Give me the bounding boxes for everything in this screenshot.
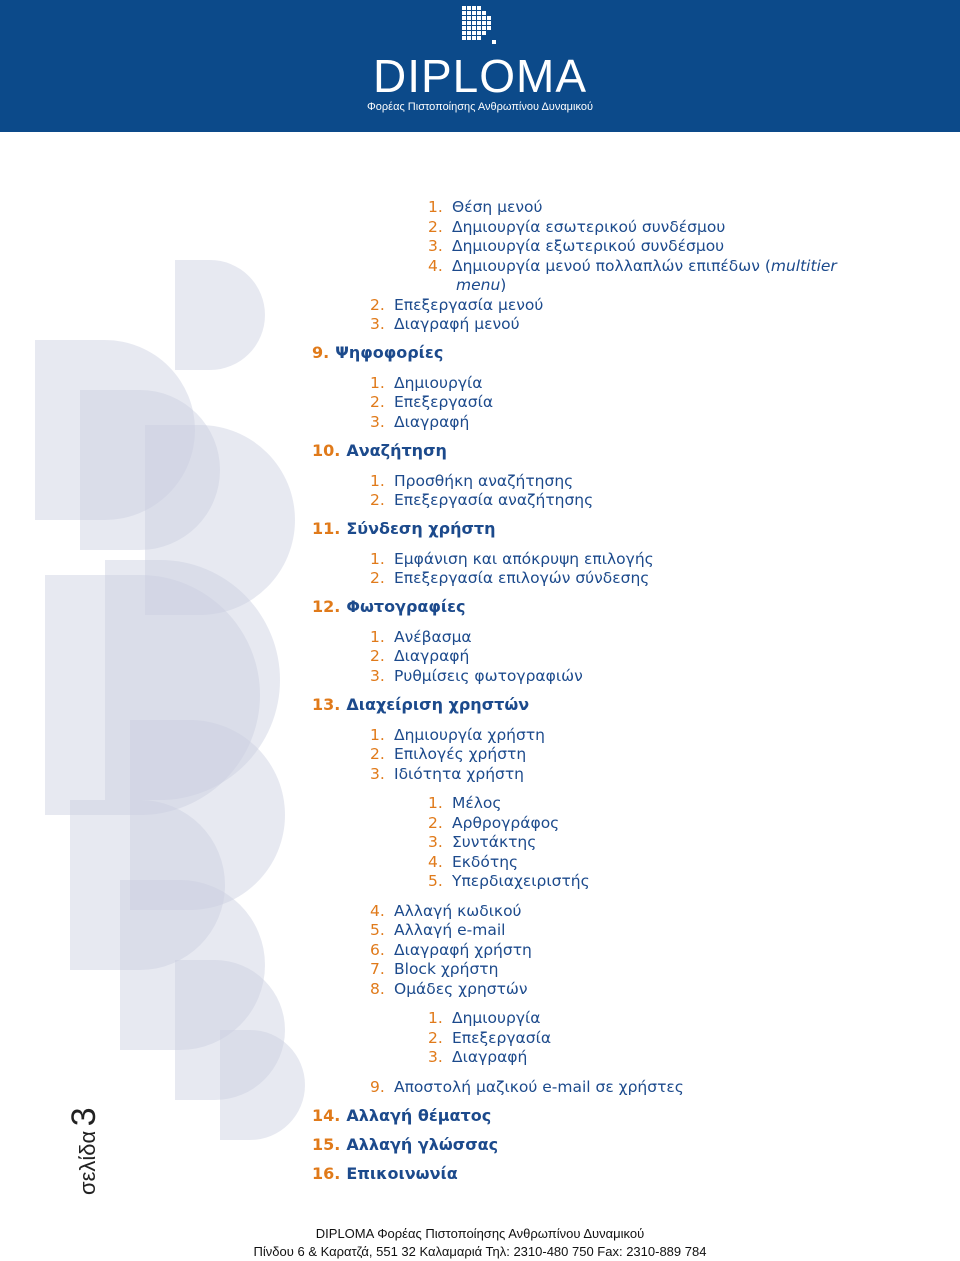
footer-organization: DIPLOMA Φορέας Πιστοποίησης Ανθρωπίνου Δυναμικού <box>315 1226 645 1241</box>
item-text: Εκδότης <box>452 853 519 871</box>
list-item <box>370 549 654 569</box>
section-heading <box>312 1135 498 1155</box>
section-heading <box>312 695 529 715</box>
list-item <box>428 1028 551 1048</box>
item-text: Block χρήστη <box>394 960 499 978</box>
item-text: Προσθήκη αναζήτησης <box>394 472 574 490</box>
item-number: 2. <box>370 491 385 509</box>
brand-subtitle: Φορέας Πιστοποίησης Ανθρωπίνου Δυναμικού <box>367 101 593 113</box>
list-item <box>428 197 543 217</box>
item-text: Συντάκτης <box>452 833 537 851</box>
item-text: Αποστολή μαζικού e-mail σε χρήστες <box>394 1078 684 1096</box>
item-text: Ανέβασμα <box>394 628 472 646</box>
list-item <box>428 832 536 852</box>
item-text: Διαγραφή <box>394 413 470 431</box>
page-number: 3 <box>65 1107 103 1127</box>
list-item <box>370 979 528 999</box>
list-item <box>428 236 724 256</box>
section-number: 14. <box>312 1106 341 1125</box>
item-number: 4. <box>428 853 443 871</box>
item-number: 1. <box>428 794 443 812</box>
item-number: 2. <box>428 814 443 832</box>
item-number: 1. <box>428 1009 443 1027</box>
item-text: Δημιουργία εσωτερικού συνδέσμου <box>452 218 726 236</box>
item-text: Ομάδες χρηστών <box>394 980 528 998</box>
item-number: 9. <box>370 1078 385 1096</box>
section-number: 13. <box>312 695 341 714</box>
item-number: 2. <box>370 745 385 763</box>
list-item <box>370 627 472 647</box>
section-title: Επικοινωνία <box>346 1164 458 1183</box>
list-item <box>370 1077 684 1097</box>
item-text: Διαγραφή <box>452 1048 528 1066</box>
section-number: 10. <box>312 441 341 460</box>
item-text: Εμφάνιση και απόκρυψη επιλογής <box>394 550 654 568</box>
list-item <box>370 920 505 940</box>
diploma-logo-icon <box>462 6 498 46</box>
item-number: 3. <box>428 833 443 851</box>
list-item <box>428 1008 540 1028</box>
item-number: 3. <box>370 765 385 783</box>
list-item <box>428 793 502 813</box>
item-text: Αλλαγή e-mail <box>394 921 506 939</box>
item-text: Αλλαγή κωδικού <box>394 902 522 920</box>
section-heading <box>312 519 496 539</box>
item-text: Διαγραφή μενού <box>394 315 520 333</box>
list-item <box>370 568 649 588</box>
list-item <box>370 295 543 315</box>
item-text: Επεξεργασία αναζήτησης <box>394 491 594 509</box>
item-number: 7. <box>370 960 385 978</box>
item-text: Επεξεργασία επιλογών σύνδεσης <box>394 569 650 587</box>
section-title: Διαχείριση χρηστών <box>346 695 530 714</box>
list-item <box>370 666 583 686</box>
page-word: σελίδα <box>75 1130 100 1195</box>
list-item <box>370 744 526 764</box>
list-item-continuation <box>456 275 506 295</box>
section-title: Σύνδεση χρήστη <box>346 519 496 538</box>
item-text: Θέση μενού <box>452 198 543 216</box>
list-item <box>370 392 493 412</box>
item-number: 3. <box>370 413 385 431</box>
section-title: Αλλαγή γλώσσας <box>346 1135 499 1154</box>
item-text: Διαγραφή χρήστη <box>394 941 532 959</box>
item-number: 4. <box>428 257 443 275</box>
item-number: 3. <box>428 237 443 255</box>
item-text: Επιλογές χρήστη <box>394 745 527 763</box>
section-number: 16. <box>312 1164 341 1183</box>
list-item <box>428 256 837 276</box>
list-item <box>370 764 524 784</box>
list-item <box>370 412 469 432</box>
item-number: 5. <box>428 872 443 890</box>
item-number: 1. <box>370 472 385 490</box>
item-text: Επεξεργασία μενού <box>394 296 544 314</box>
item-text: Ρυθμίσεις φωτογραφιών <box>394 667 583 685</box>
item-text: Επεξεργασία <box>394 393 494 411</box>
item-number: 3. <box>428 1048 443 1066</box>
list-item <box>370 373 482 393</box>
item-text: Δημιουργία μενού πολλαπλών επιπέδων ( <box>452 257 771 275</box>
item-number: 2. <box>428 1029 443 1047</box>
item-number: 4. <box>370 902 385 920</box>
item-number: 6. <box>370 941 385 959</box>
section-number: 15. <box>312 1135 341 1154</box>
item-number: 1. <box>370 550 385 568</box>
section-title: Αλλαγή θέματος <box>346 1106 492 1125</box>
item-number: 1. <box>370 374 385 392</box>
list-item <box>370 646 469 666</box>
item-text: Επεξεργασία <box>452 1029 552 1047</box>
item-text: Υπερδιαχειριστής <box>452 872 590 890</box>
page-number-label <box>55 1107 115 1200</box>
list-item <box>370 959 498 979</box>
list-item <box>428 852 518 872</box>
item-number: 1. <box>370 628 385 646</box>
list-item <box>428 1047 527 1067</box>
item-number: 2. <box>370 569 385 587</box>
list-item <box>428 217 725 237</box>
section-title: Φωτογραφίες <box>346 597 466 616</box>
item-number: 8. <box>370 980 385 998</box>
item-number: 2. <box>370 296 385 314</box>
section-number: 12. <box>312 597 341 616</box>
list-item <box>370 725 545 745</box>
section-number: 9. <box>312 343 330 362</box>
item-text: Δημιουργία εξωτερικού συνδέσμου <box>452 237 725 255</box>
brand-name: DIPLOMA <box>372 50 588 102</box>
section-title: Αναζήτηση <box>346 441 447 460</box>
list-item <box>428 871 590 891</box>
item-number: 1. <box>428 198 443 216</box>
item-text: ) <box>500 276 507 294</box>
item-text: Δημιουργία <box>394 374 483 392</box>
item-text: Ιδιότητα χρήστη <box>394 765 525 783</box>
page-header <box>0 0 960 132</box>
list-item <box>370 471 573 491</box>
list-item <box>370 901 522 921</box>
section-heading <box>312 343 443 363</box>
item-text: Μέλος <box>452 794 502 812</box>
page-footer <box>0 1225 960 1261</box>
item-text: Δημιουργία <box>452 1009 541 1027</box>
item-text: Δημιουργία χρήστη <box>394 726 545 744</box>
footer-address: Πίνδου 6 & Καρατζά, 551 32 Καλαμαριά Τηλ: 2310-480 750 Fax: 2310-889 784 <box>253 1244 707 1259</box>
item-number: 2. <box>370 647 385 665</box>
section-heading <box>312 441 447 461</box>
item-number: 2. <box>370 393 385 411</box>
list-item <box>370 940 532 960</box>
section-heading <box>312 1164 458 1184</box>
item-text: Διαγραφή <box>394 647 470 665</box>
item-number: 3. <box>370 315 385 333</box>
section-heading <box>312 1106 491 1126</box>
list-item <box>428 813 559 833</box>
item-number: 3. <box>370 667 385 685</box>
list-item <box>370 490 593 510</box>
section-number: 11. <box>312 519 341 538</box>
item-text-italic: menu <box>456 276 501 294</box>
watermark-graphic <box>0 240 320 1140</box>
section-title: Ψηφοφορίες <box>335 343 444 362</box>
list-item <box>370 314 520 334</box>
item-text-italic: multitier <box>770 257 837 275</box>
item-number: 2. <box>428 218 443 236</box>
item-text: Αρθρογράφος <box>452 814 560 832</box>
section-heading <box>312 597 466 617</box>
item-number: 5. <box>370 921 385 939</box>
item-number: 1. <box>370 726 385 744</box>
